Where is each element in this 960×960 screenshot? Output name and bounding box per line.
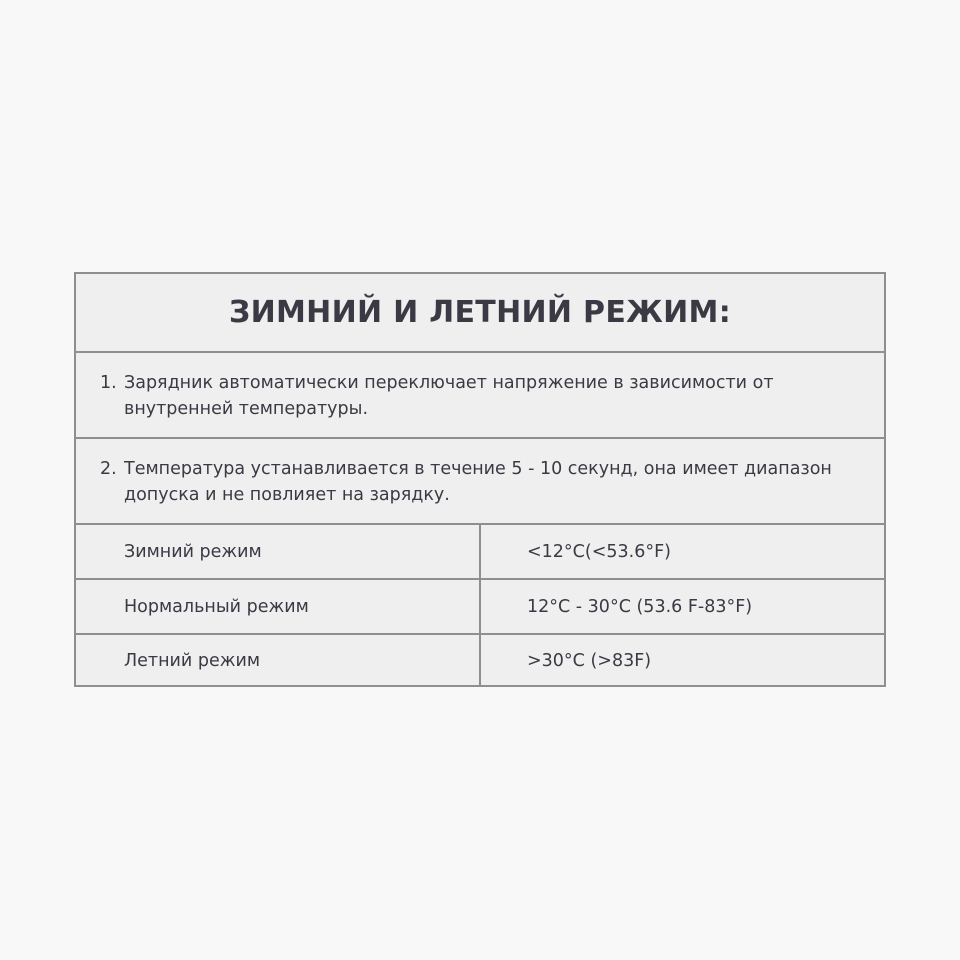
- list-item-text: Температура устанавливается в течение 5 - 10 секунд, она имеет диапазон допуска и не повлияет на зарядку.: [124, 459, 832, 505]
- list-item: [76, 353, 884, 439]
- mode-name-cell: Летний режим: [76, 635, 481, 687]
- table-row: [76, 580, 884, 635]
- mode-value-cell: >30°C (>83F): [527, 651, 652, 671]
- mode-name-cell: Зимний режим: [76, 525, 481, 578]
- mode-value-cell: <12°C(<53.6°F): [527, 541, 671, 562]
- list-item-number: 1.: [100, 373, 117, 393]
- list-item: [76, 439, 884, 525]
- table-title: ЗИМНИЙ И ЛЕТНИЙ РЕЖИМ:: [229, 295, 731, 330]
- mode-value-cell: 12°C - 30°C (53.6 F-83°F): [527, 596, 753, 617]
- mode-table: [74, 272, 886, 687]
- list-item-text: Зарядник автоматически переключает напряжение в зависимости от внутренней температуры.: [124, 373, 774, 419]
- mode-name-cell: Нормальный режим: [76, 580, 481, 633]
- table-row: [76, 635, 884, 687]
- list-item-number: 2.: [100, 459, 117, 479]
- table-row: [76, 525, 884, 580]
- table-header-row: [76, 274, 884, 353]
